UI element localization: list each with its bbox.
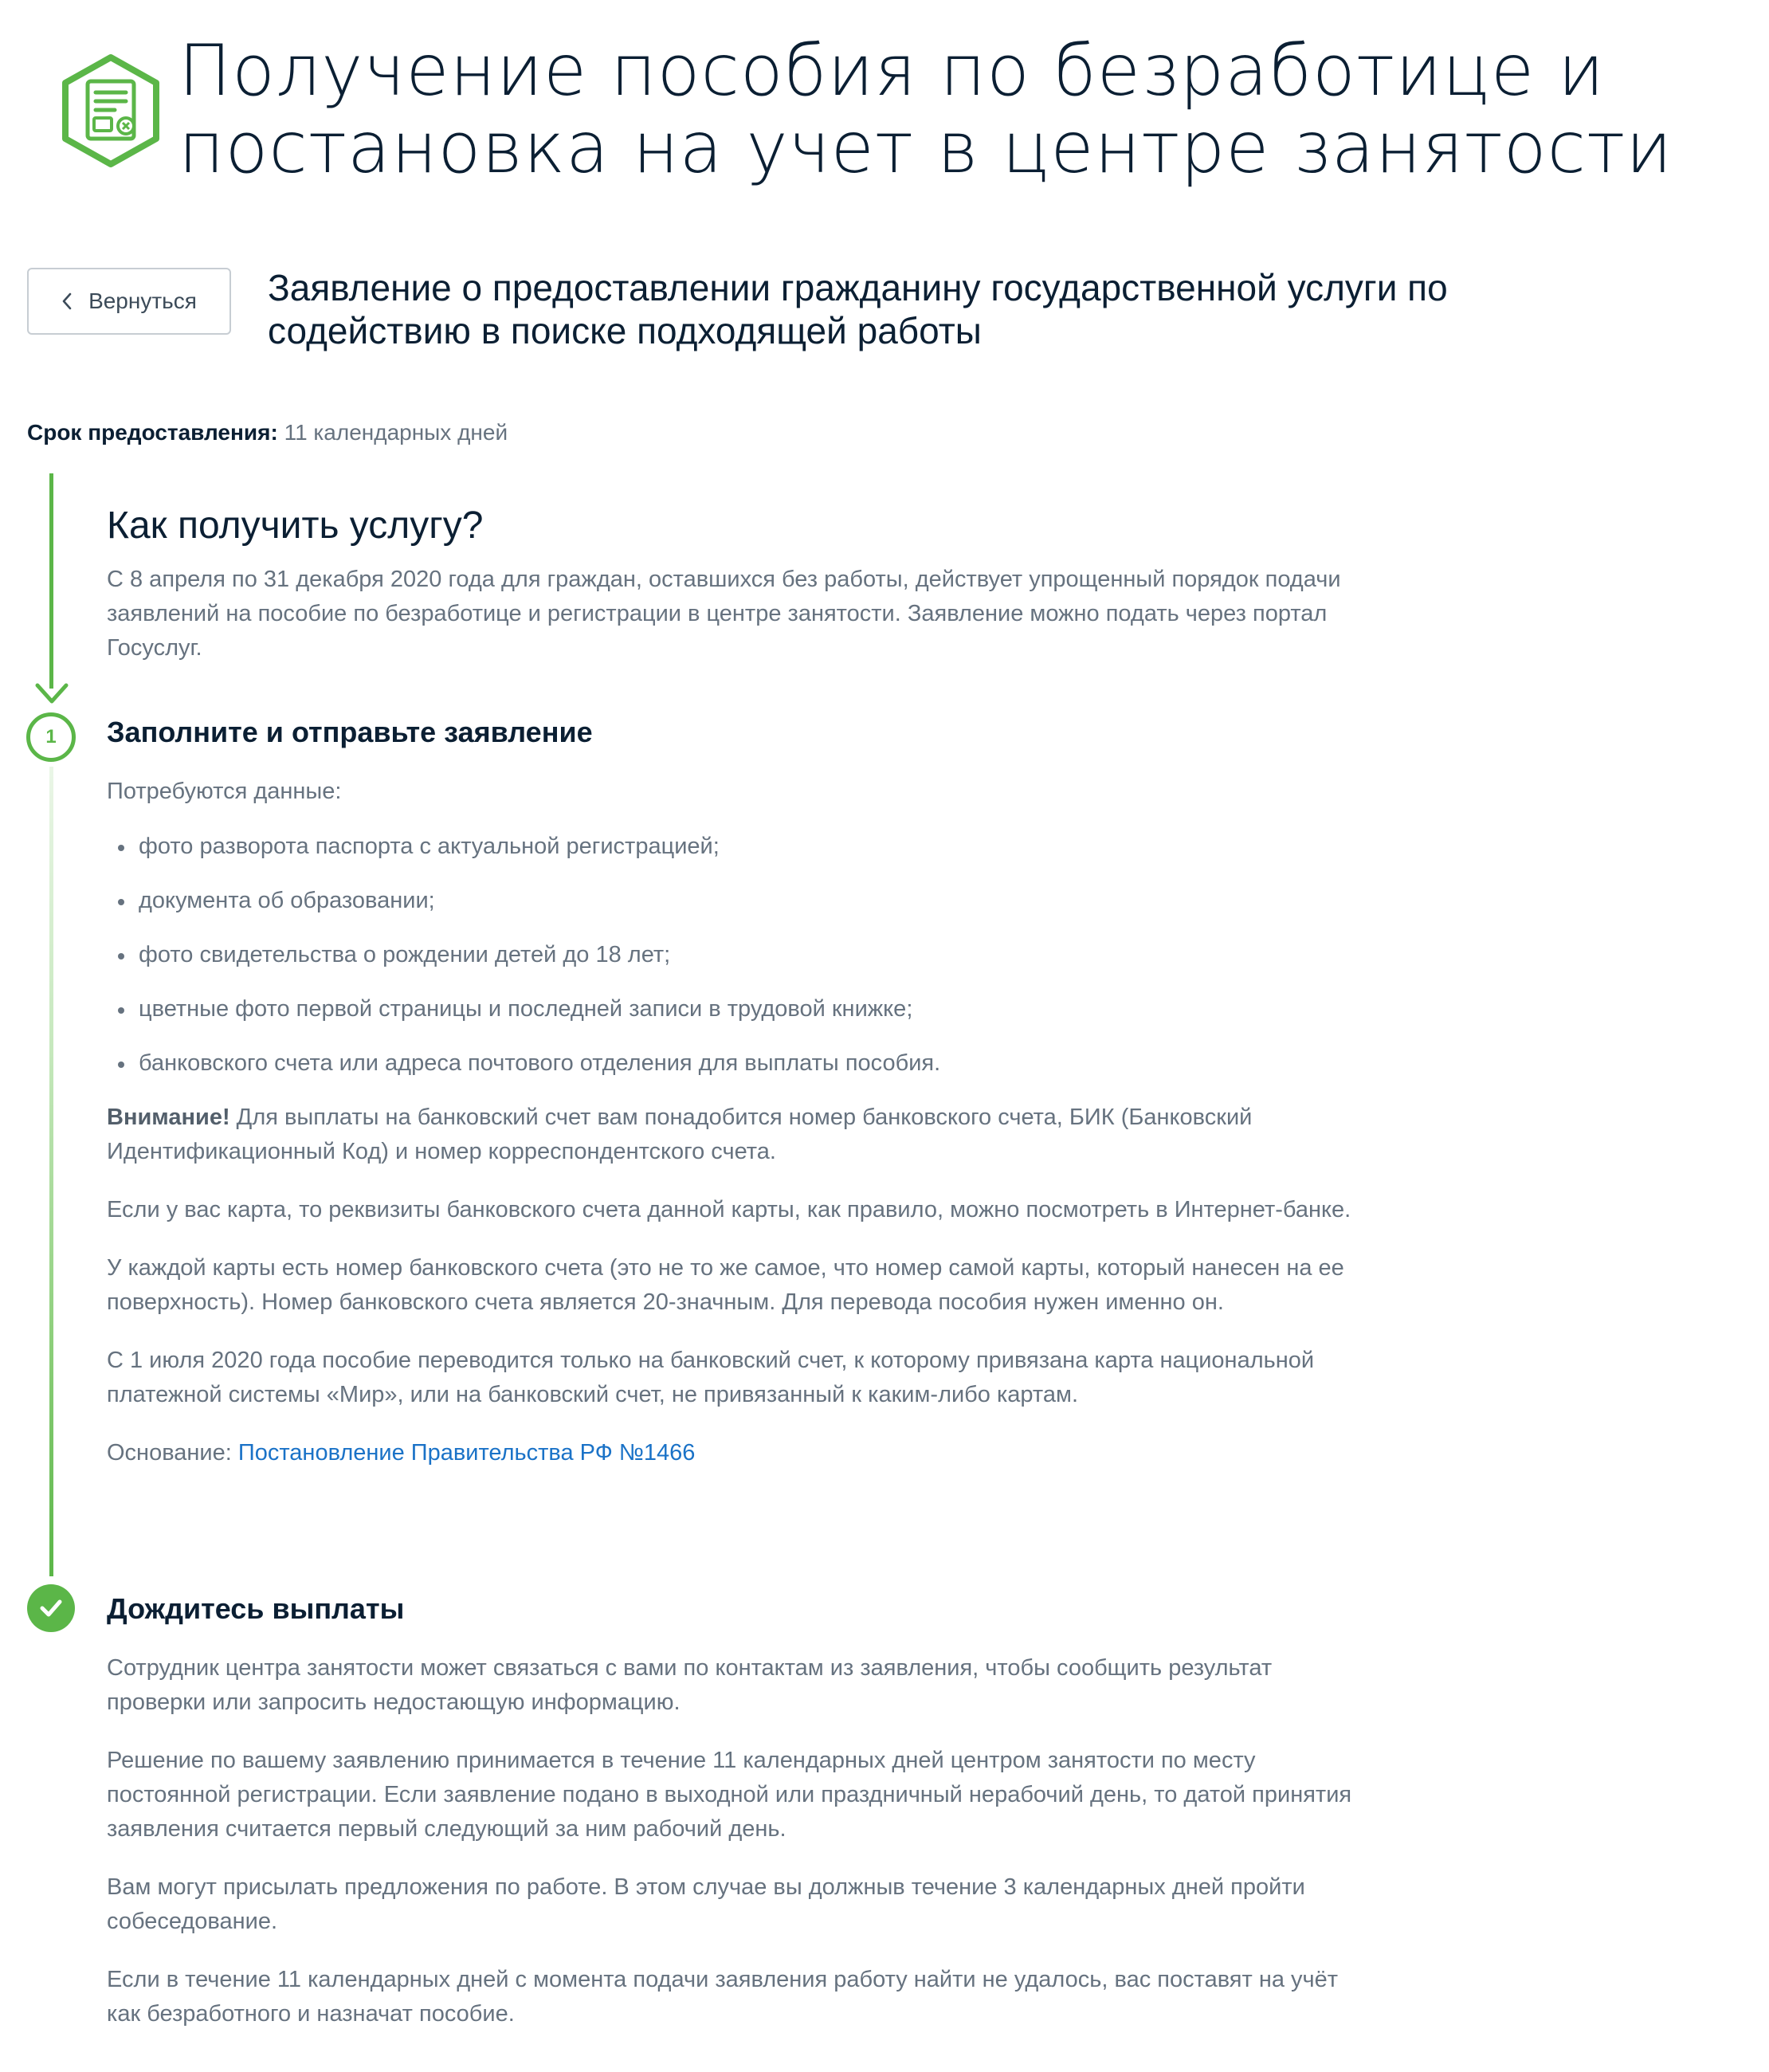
timeline-line (49, 473, 53, 689)
step-1-heading: Заполните и отправьте заявление (107, 716, 593, 748)
step-2-heading: Дождитесь выплаты (107, 1592, 405, 1625)
duration-label: Срок предоставления: (27, 420, 278, 445)
attention-paragraph (107, 1101, 1366, 1169)
step-2-paragraph: Решение по вашему заявлению принимается в течение 11 календарных дней центром занятости по месту постоянной регистрации. Если заявление подано в выходной или праздничный нерабочий день, то датой принятия заявления считается первый следующий за ним рабочий день. (107, 1748, 1352, 1842)
step-2-paragraph: Если в течение 11 календарных дней с момента подачи заявления работу найти не удалось, вас поставят на учёт как безработного и назначат пособие. (107, 1967, 1339, 2027)
how-to-heading: Как получить услугу? (107, 504, 484, 547)
basis-label: Основание: (107, 1440, 238, 1466)
mir-paragraph: С 1 июля 2020 года пособие переводится только на банковский счет, к которому привязана карта национальной платежной системы «Мир», или на банковский счет, не привязанный к каким-либо картам. (107, 1348, 1315, 1407)
step-1-section (107, 716, 1366, 1470)
page-header (57, 29, 1763, 191)
duration-value: 11 календарных дней (284, 420, 508, 445)
list-item: банковского счета или адреса почтового отделения для выплаты пособия. (107, 1046, 1366, 1081)
arrow-down-icon (34, 679, 69, 710)
list-item: цветные фото первой страницы и последней записи в трудовой книжке; (107, 992, 1366, 1026)
list-item: фото свидетельства о рождении детей до 18 лет; (107, 938, 1366, 972)
how-to-intro: С 8 апреля по 31 декабря 2020 года для граждан, оставшихся без работы, действует упрощенный порядок подачи заявлений на пособие по безработице и регистрации в центре занятости. Заявление можно подать через портал Госуслуг. (107, 567, 1341, 661)
document-service-icon (57, 53, 164, 169)
list-item: документа об образовании; (107, 884, 1366, 918)
timeline-line-progress (49, 767, 53, 1576)
back-button-label: Вернуться (88, 288, 197, 313)
required-data-label: Потребуются данные: (107, 779, 342, 804)
attention-label: Внимание! (107, 1105, 230, 1130)
page-title: Получение пособия по безработице и постановка на учет в центре занятости (178, 29, 1673, 189)
step-2-section (107, 1592, 1366, 2031)
required-data-list (107, 830, 1366, 1081)
list-item: фото разворота паспорта с актуальной регистрацией; (107, 830, 1366, 864)
form-title: Заявление о предоставлении гражданину государственной услуги по содействию в поиске подходящей работы (268, 267, 1448, 351)
back-button[interactable] (27, 268, 231, 335)
card-paragraph: Если у вас карта, то реквизиты банковского счета данной карты, как правило, можно посмотреть в Интернет-банке. (107, 1197, 1351, 1222)
account-paragraph: У каждой карты есть номер банковского счета (это не то же самое, что номер самой карты, который нанесен на ее поверхность). Номер банковского счета является 20-значным. Для перевода пособия нужен именно он. (107, 1255, 1344, 1315)
basis-paragraph (107, 1436, 1366, 1470)
basis-link[interactable]: Постановление Правительства РФ №1466 (237, 1440, 696, 1466)
attention-text: Для выплаты на банковский счет вам понадобится номер банковского счета, БИК (Банковский Идентификационный Код) и номер корреспондентского счета. (107, 1105, 1253, 1164)
checkmark-icon (27, 1584, 75, 1632)
chevron-left-icon (61, 292, 73, 310)
step-2-paragraph: Вам могут присылать предложения по работе. В этом случае вы должныв течение 3 календарных дней пройти собеседование. (107, 1874, 1305, 1934)
duration-info (27, 419, 508, 446)
step-1-number: 1 (45, 726, 57, 748)
how-to-section (107, 504, 1366, 665)
step-2-paragraph: Сотрудник центра занятости может связаться с вами по контактам из заявления, чтобы сообщить результат проверки или запросить недостающую информацию. (107, 1655, 1273, 1715)
step-1-marker (26, 712, 76, 762)
